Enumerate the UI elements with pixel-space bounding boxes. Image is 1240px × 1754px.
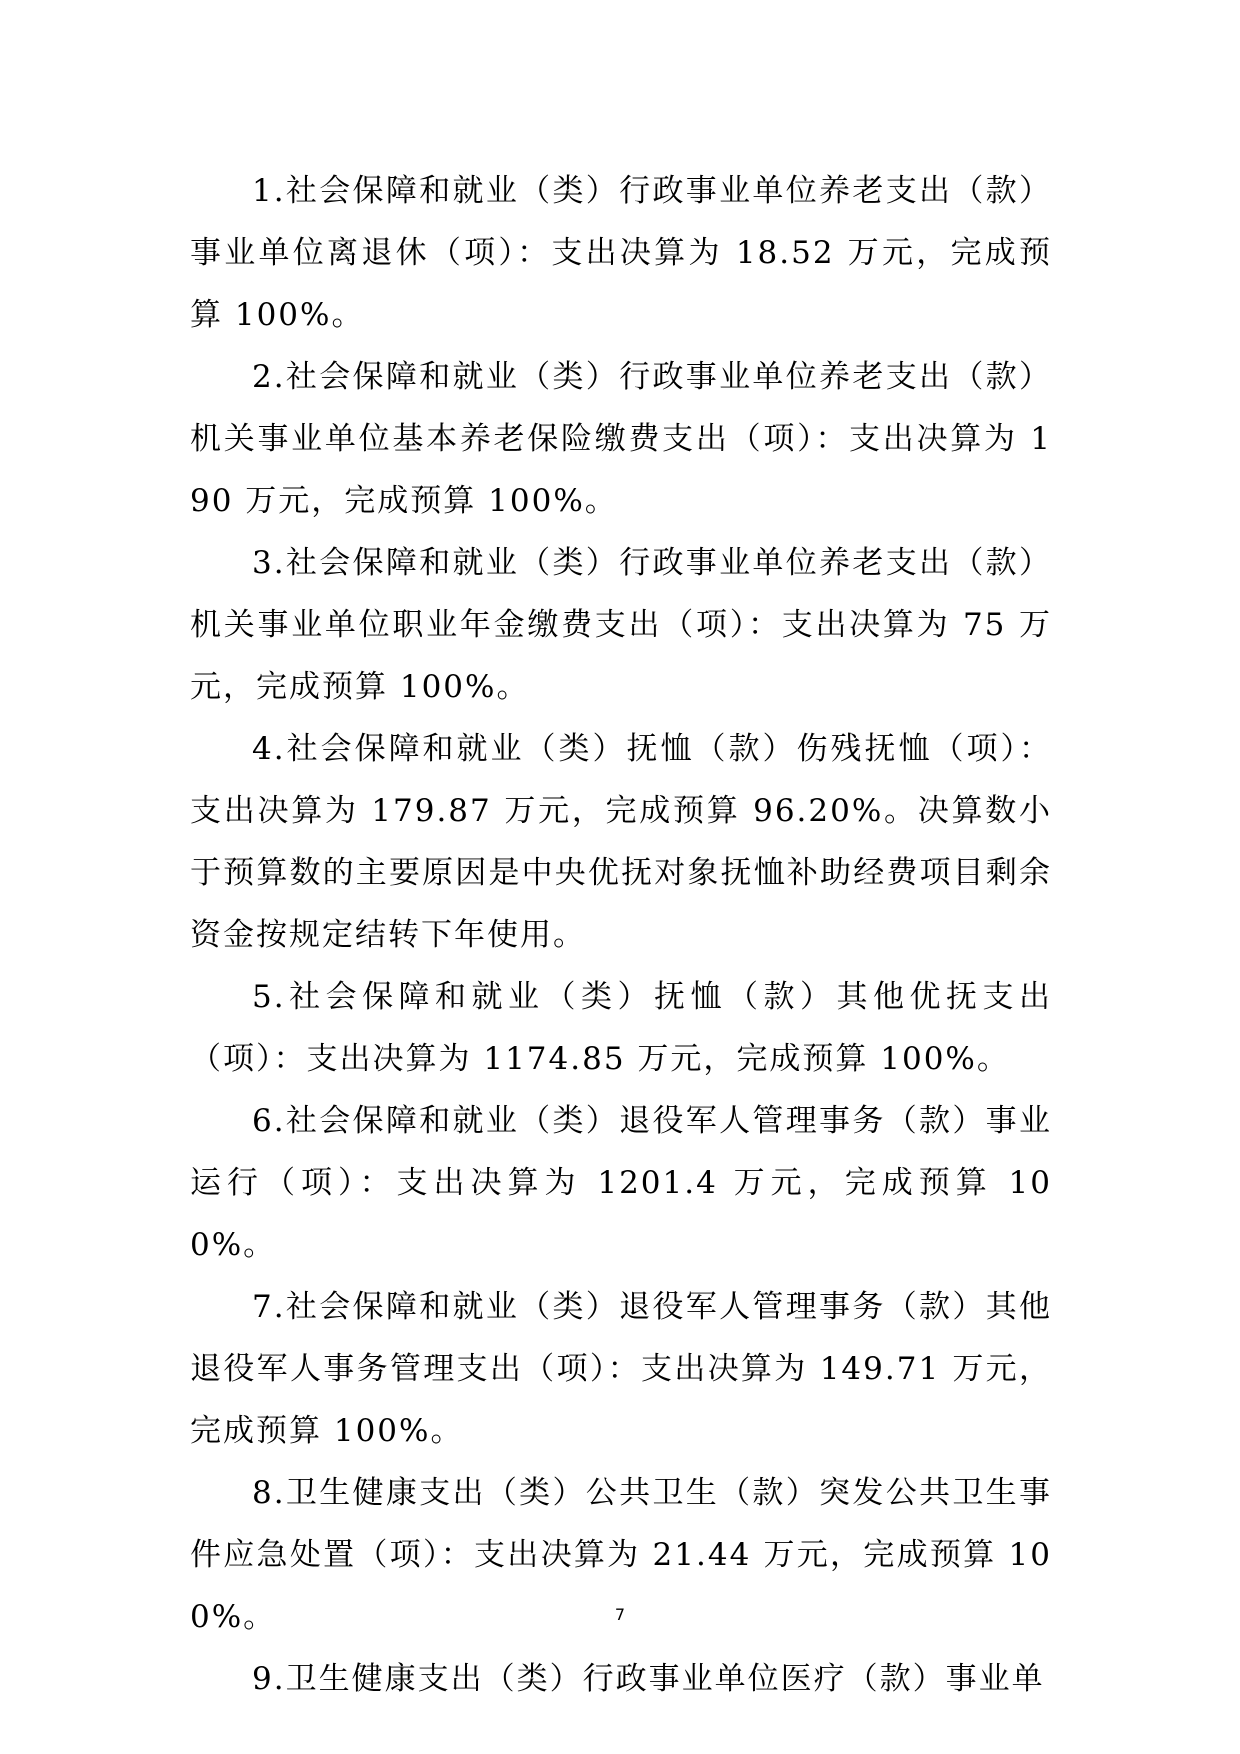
paragraph-4: 4.社会保障和就业（类）抚恤（款）伤残抚恤（项）：支出决算为 179.87 万元，完成预算 96.20%。决算数小于预算数的主要原因是中央优抚对象抚恤补助经费项目剩余资金按规定结转下年使用。 [190,731,1052,953]
page-number: 7 [614,1605,626,1624]
paragraph-5: 5.社会保障和就业（类）抚恤（款）其他优抚支出（项）：支出决算为 1174.85 万元，完成预算 100%。 [190,979,1052,1077]
paragraph-2: 2.社会保障和就业（类）行政事业单位养老支出（款）机关事业单位基本养老保险缴费支出（项）：支出决算为 190 万元，完成预算 100%。 [190,359,1052,519]
paragraph-6: 6.社会保障和就业（类）退役军人管理事务（款）事业运行（项）：支出决算为 1201.4 万元，完成预算 100%。 [190,1103,1052,1263]
paragraph-9: 9.卫生健康支出（类）行政事业单位医疗（款）事业单 [252,1661,1045,1697]
document-body [190,160,1052,1710]
paragraph-3: 3.社会保障和就业（类）行政事业单位养老支出（款）机关事业单位职业年金缴费支出（项）：支出决算为 75 万元，完成预算 100%。 [190,545,1052,705]
paragraph-8: 8.卫生健康支出（类）公共卫生（款）突发公共卫生事件应急处置（项）：支出决算为 21.44 万元，完成预算 100%。 [190,1475,1052,1635]
paragraph-7: 7.社会保障和就业（类）退役军人管理事务（款）其他退役军人事务管理支出（项）：支出决算为 149.71 万元，完成预算 100%。 [190,1289,1052,1449]
paragraph-1: 1.社会保障和就业（类）行政事业单位养老支出（款）事业单位离退休（项）：支出决算为 18.52 万元，完成预算 100%。 [190,173,1052,333]
